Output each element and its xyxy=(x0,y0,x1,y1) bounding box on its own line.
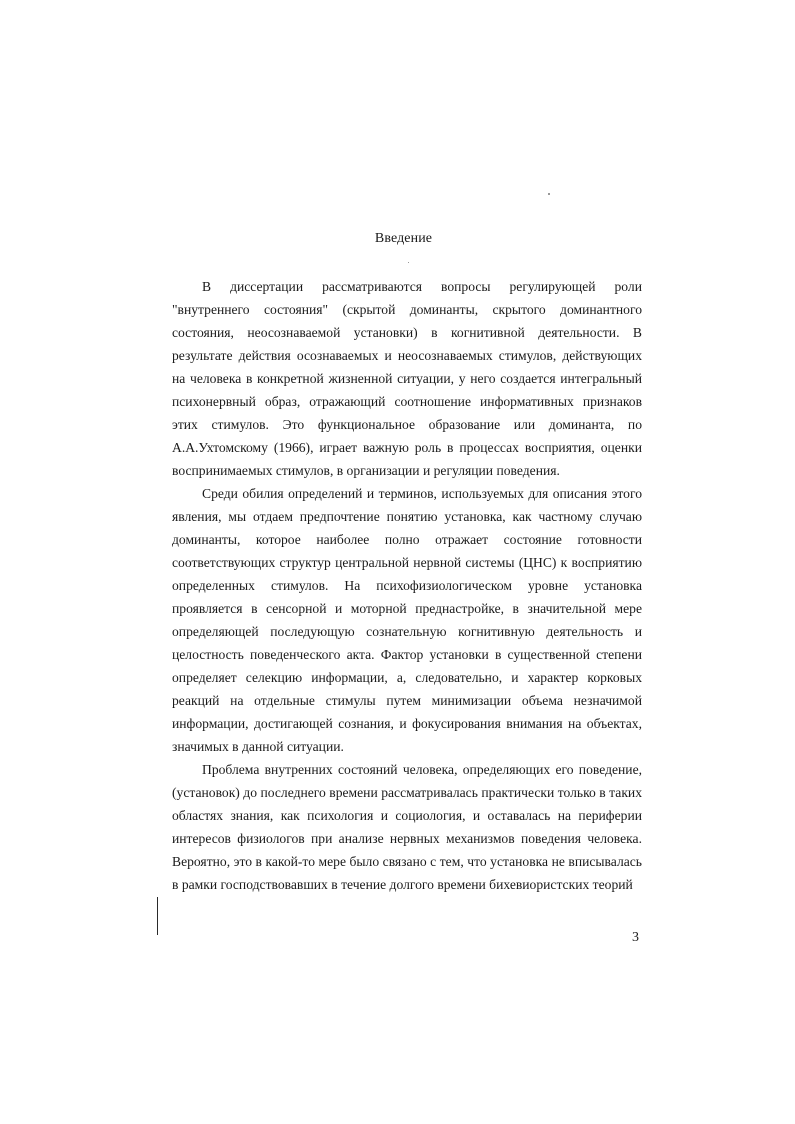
page-number: 3 xyxy=(632,930,639,945)
body-text xyxy=(172,275,642,896)
paragraph-2: Среди обилия определений и терминов, используемых для описания этого явления, мы отдаем предпочтение понятию установка, как частному случаю доминанты, которое наиболее полно отражает состояние готовности соответствующих структур центральной нервной системы (ЦНС) к восприятию определенных стимулов. На психофизиологическом уровне установка проявляется в сенсорной и моторной преднастройке, в значительной мере определяющей последующую сознательную когнитивную деятельность и целостность поведенческого акта. Фактор установки в существенной степени определяет селекцию информации, а, следовательно, и характер корковых реакций на отдельные стимулы путем минимизации объема незначимой информации, достигающей сознания, и фокусирования внимания на объектах, значимых в данной ситуации. xyxy=(172,486,642,754)
paragraph-1: В диссертации рассматриваются вопросы регулирующей роли "внутреннего состояния" (скрытой доминанты, скрытого доминантного состояния, неосознаваемой установки) в когнитивной деятельности. В результате действия осознаваемых и неосознаваемых стимулов, действующих на человека в конкретной жизненной ситуации, у него создается интегральный психонервный образ, отражающий соотношение информативных признаков этих стимулов. Это функциональное образование или доминанта, по А.А.Ухтомскому (1966), играет важную роль в процессах восприятия, оценки воспринимаемых стимулов, в организации и регуляции поведения. xyxy=(172,279,642,478)
section-heading: Введение xyxy=(374,231,433,246)
paragraph-3: Проблема внутренних состояний человека, определяющих его поведение, (установок) до последнего времени рассматривалась практически только в таких областях знания, как психология и социология, и оставалась на периферии интересов физиологов при анализе нервных механизмов поведения человека. Вероятно, это в какой-то мере было связано с тем, что установка не вписывалась в рамки господствовавших в течение долгого времени бихевиористских теорий xyxy=(172,762,642,892)
scan-speck xyxy=(408,262,409,263)
margin-binding-mark xyxy=(157,897,158,935)
scan-speck xyxy=(548,193,550,195)
